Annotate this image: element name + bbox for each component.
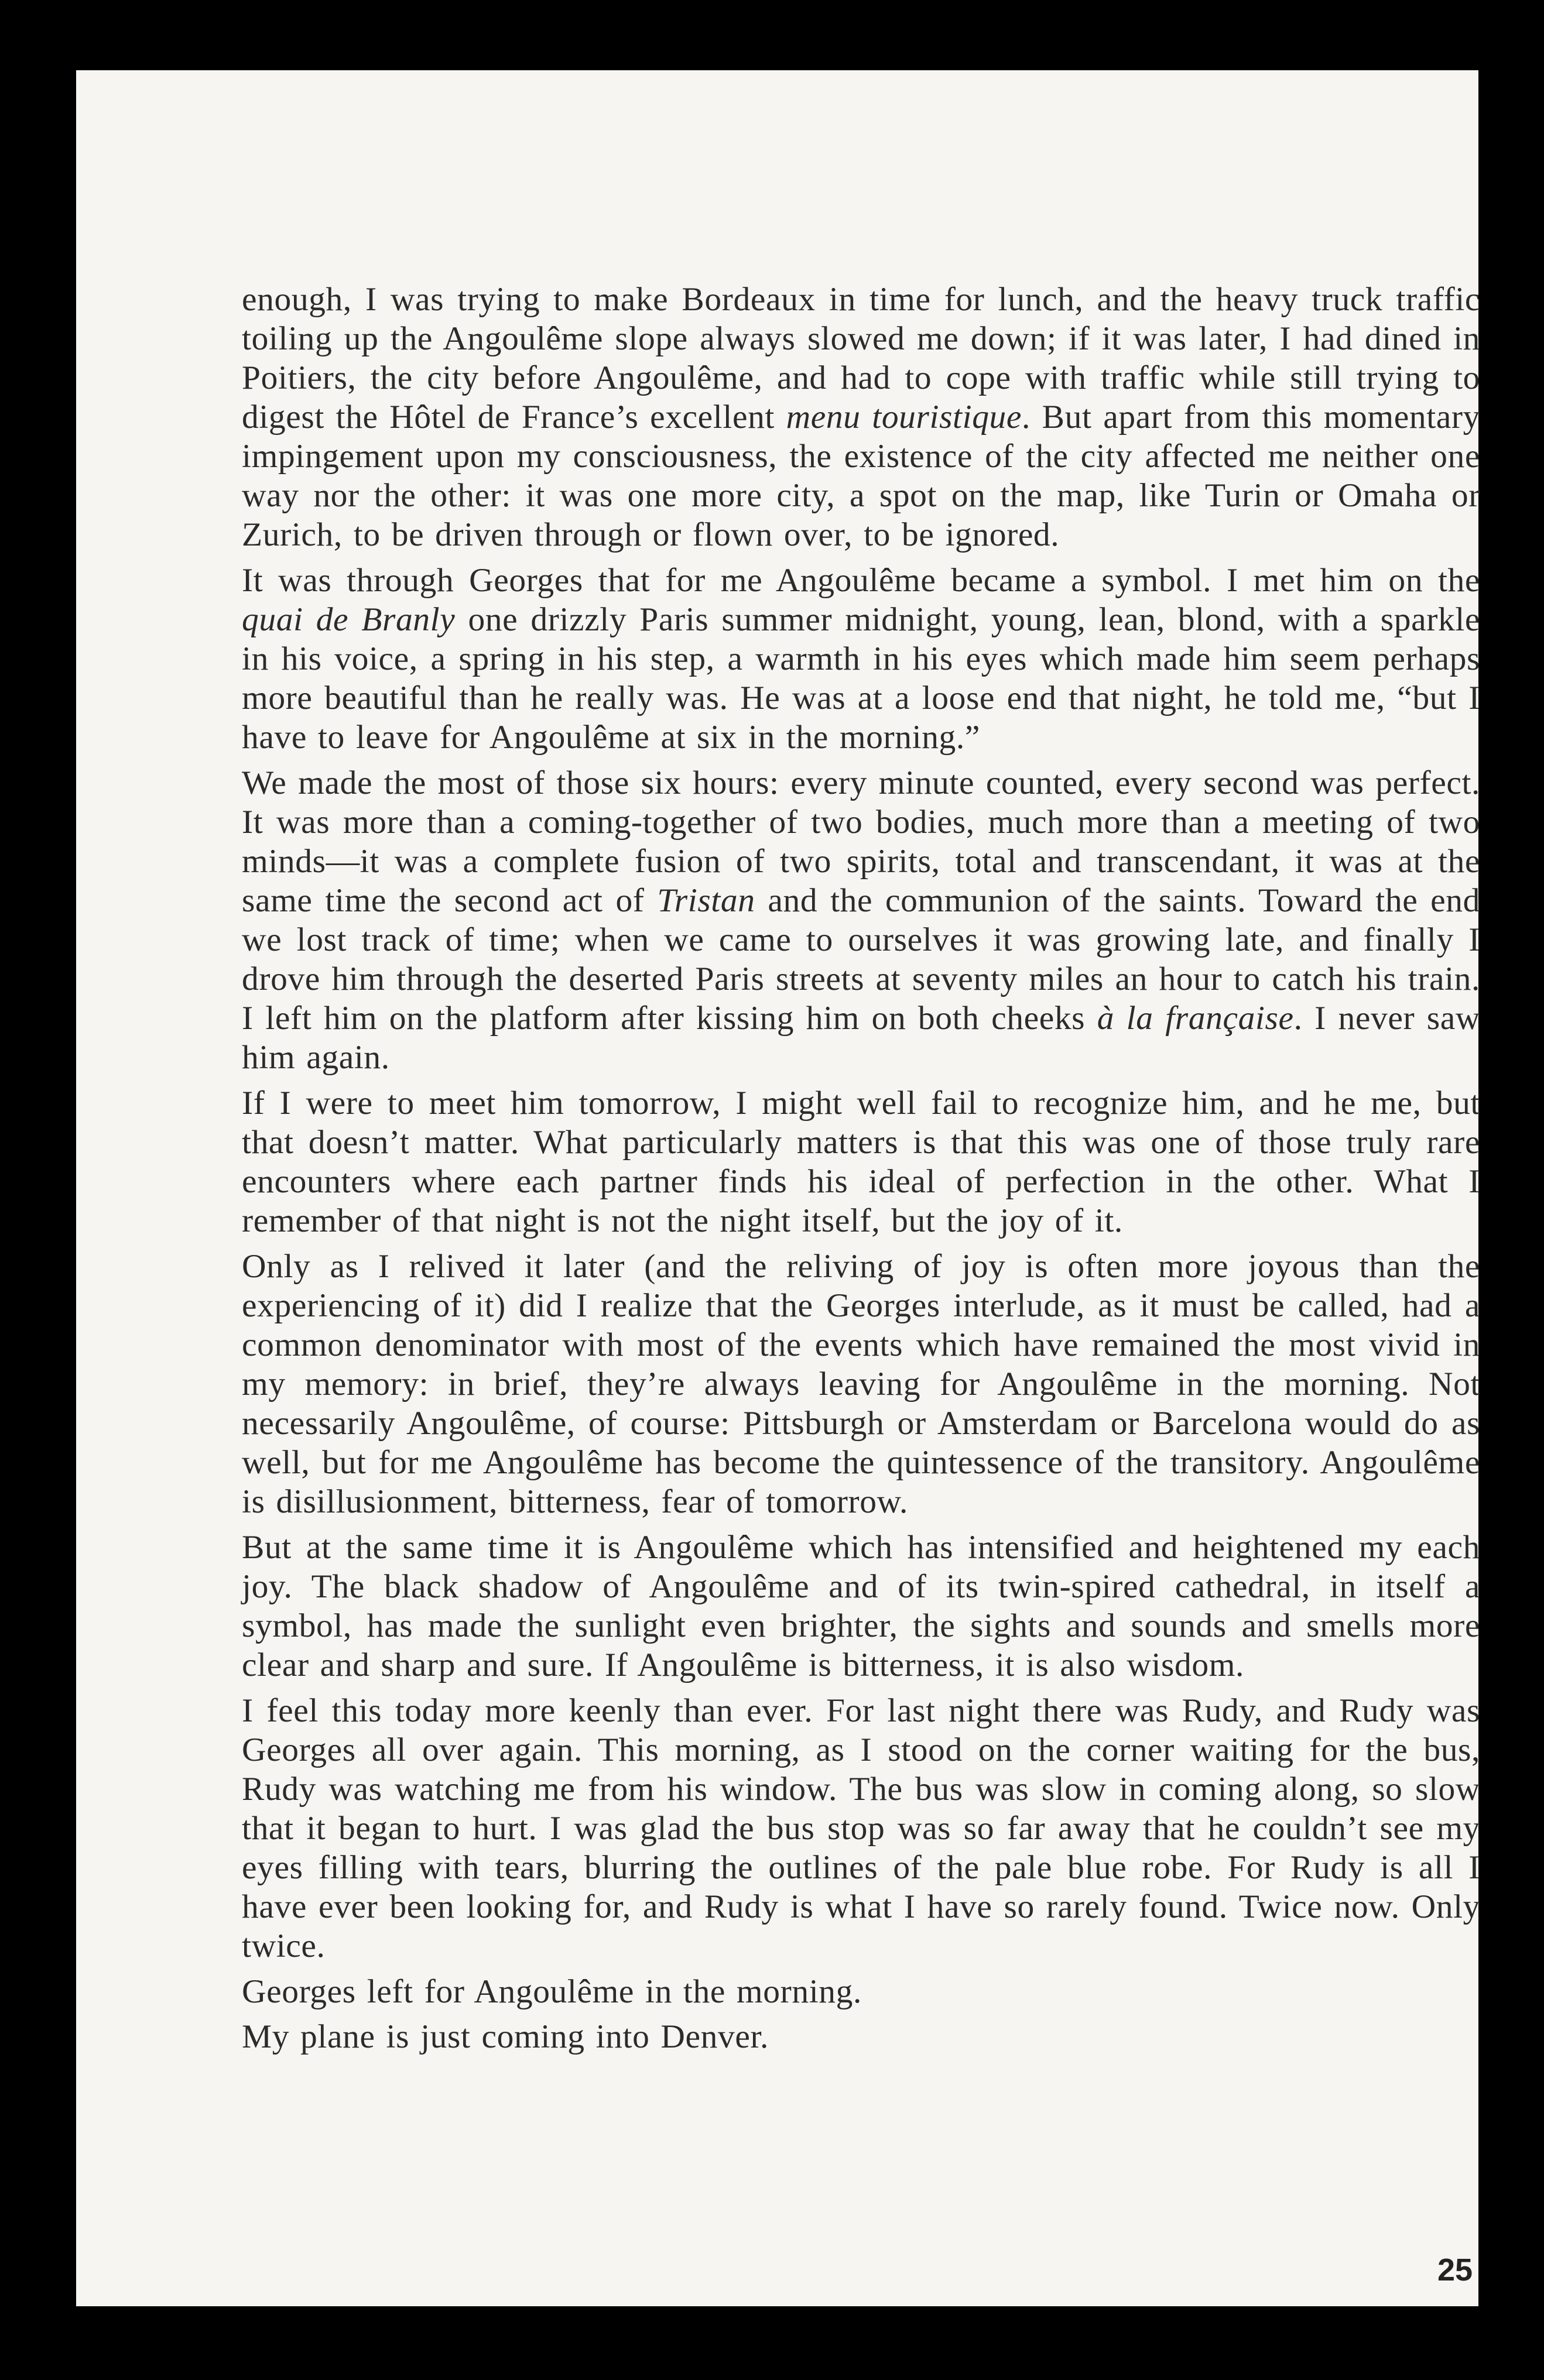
paragraph-5 xyxy=(242,1247,1480,1521)
paragraph-9 xyxy=(242,2017,1480,2056)
page-body-text xyxy=(242,280,1480,2062)
paragraph-4 xyxy=(242,1083,1480,1240)
italic-text-run: Tristan xyxy=(657,882,755,919)
text-run: and the communion of the saints. Toward the end we lost track of time; when we came to ourselves it was growing late, and finally I drove him through the deserted Paris streets at seventy miles an hour to catch his train. I left him on the platform after kissing him on both cheeks xyxy=(242,882,1480,1037)
text-run: enough, I was trying to make Bordeaux in time for lunch, and the heavy truck traffic toiling up the Angoulême slope always slowed me down; if it was later, I had dined in Poitiers, the city before Angoulême, and had to cope with traffic while still trying to digest the Hôtel de France’s excellent xyxy=(242,281,1480,435)
book-page xyxy=(76,70,1481,2306)
text-run: I feel this today more keenly than ever. For last night there was Rudy, and Rudy was Georges all over again. This morning, as I stood on the corner waiting for the bus, Rudy was watching me from his window. The bus was slow in coming along, so slow that it began to hurt. I was glad the bus stop was so far away that he couldn’t see my eyes filling with tears, blurring the outlines of the pale blue robe. For Rudy is all I have ever been looking for, and Rudy is what I have so rarely found. Twice now. Only twice. xyxy=(242,1692,1480,1964)
paragraph-7 xyxy=(242,1691,1480,1966)
text-run: If I were to meet him tomorrow, I might well fail to recognize him, and he me, but that doesn’t matter. What particularly matters is that this was one of those truly rare encounters where each partner finds his ideal of perfection in the other. What I remember of that night is not the night itself, but the joy of it. xyxy=(242,1085,1480,1239)
italic-text-run: quai de Branly xyxy=(242,601,456,638)
paragraph-6 xyxy=(242,1528,1480,1685)
text-run: Georges left for Angoulême in the morning. xyxy=(242,1973,862,2010)
text-run: Only as I relived it later (and the reliving of joy is often more joyous than the experiencing of it) did I realize that the Georges interlude, as it must be called, had a common denominator with most of the events which have remained the most vivid in my memory: in brief, they’re always leaving for Angoulême in the morning. Not necessarily Angoulême, of course: Pittsburgh or Amsterdam or Barcelona would do as well, but for me Angoulême has become the quintessence of the transitory. Angoulême is disillusionment, bitterness, fear of tomorrow. xyxy=(242,1248,1480,1520)
page-number: 25 xyxy=(1437,2252,1473,2288)
italic-text-run: menu touristique xyxy=(786,399,1022,435)
text-run: My plane is just coming into Denver. xyxy=(242,2018,769,2055)
italic-text-run: à la française xyxy=(1097,1000,1294,1037)
text-run: We made the most of those six hours: every minute counted, every second was perfect. It was more than a coming-together of two bodies, much more than a meeting of two minds—it was a complete fusion of two spirits, total and transcendant, it was at the same time the second act of xyxy=(242,764,1480,919)
text-run: . But apart from this momentary impingement upon my consciousness, the existence of the city affected me neither one way nor the other: it was one more city, a spot on the map, like Turin or Omaha or Zurich, to be driven through or flown over, to be ignored. xyxy=(242,399,1481,553)
paragraph-3 xyxy=(242,763,1480,1077)
paragraph-1 xyxy=(242,280,1480,554)
text-run: But at the same time it is Angoulême which has intensified and heightened my each joy. The black shadow of Angoulême and of its twin-spired cathedral, in itself a symbol, has made the sunlight even brighter, the sights and sounds and smells more clear and sharp and sure. If Angoulême is bitterness, it is also wisdom. xyxy=(242,1529,1480,1683)
text-run: It was through Georges that for me Angoulême became a symbol. I met him on the xyxy=(242,562,1480,599)
text-run: one drizzly Paris summer midnight, young, lean, blond, with a sparkle in his voice, a spring in his step, a warmth in his eyes which made him seem perhaps more beautiful than he really was. He was at a loose end that night, he told me, “but I have to leave for Angoulême at six in the morning.” xyxy=(242,601,1480,756)
paragraph-2 xyxy=(242,561,1480,757)
text-run: . I never saw him again. xyxy=(242,1000,1481,1076)
paragraph-8 xyxy=(242,1972,1480,2011)
